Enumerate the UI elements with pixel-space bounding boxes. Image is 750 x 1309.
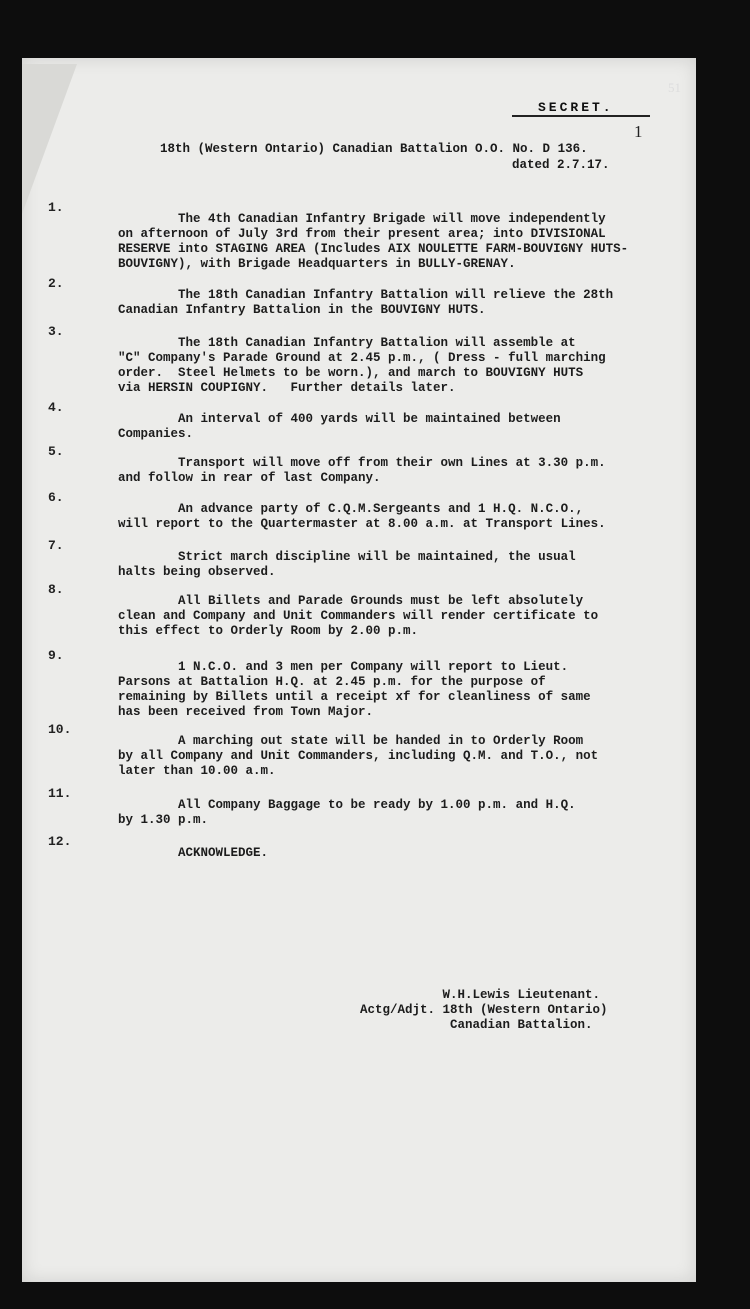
copy-mark: 1	[634, 122, 643, 141]
paragraph-number: 1.	[48, 200, 64, 215]
paragraph-number: 4.	[48, 400, 64, 415]
paragraph-text: 1 N.C.O. and 3 men per Company will report to Lieut. Parsons at Battalion H.Q. at 2.45 p.m. for the purpose of remaining by Billets until a receipt xf for cleanliness of same has been received from Town Major.	[118, 660, 591, 719]
paragraph-text: All Company Baggage to be ready by 1.00 p.m. and H.Q. by 1.30 p.m.	[118, 798, 576, 827]
paragraph-text: An advance party of C.Q.M.Sergeants and 1 H.Q. N.C.O., will report to the Quartermaster at 8.00 a.m. at Transport Lines.	[118, 502, 606, 531]
signature-line-3: Canadian Battalion.	[360, 1018, 593, 1032]
paragraph-number: 12.	[48, 834, 72, 849]
paragraph-number: 2.	[48, 276, 64, 291]
paragraph-number: 5.	[48, 444, 64, 459]
classification-marking: SECRET.	[538, 100, 614, 115]
folio-number: 51	[668, 80, 681, 95]
paragraph-text: ACKNOWLEDGE.	[118, 846, 269, 860]
paragraph-number: 3.	[48, 324, 64, 339]
paragraph-number: 9.	[48, 648, 64, 663]
folded-corner	[22, 64, 77, 214]
paragraph-number: 11.	[48, 786, 72, 801]
paragraph-text: The 4th Canadian Infantry Brigade will move independently on afternoon of July 3rd from their present area; into DIVISIONAL RESERVE into STAGING AREA (Includes AIX NOULETTE FARM-BOUVIGNY HUTS- BOUVIGNY), with Brigade Headquarters in BULLY-GRENAY.	[118, 212, 629, 271]
document-date: dated 2.7.17.	[512, 158, 610, 172]
document-title: 18th (Western Ontario) Canadian Battalion O.O. No. D 136.	[160, 142, 588, 156]
paragraph-number: 10.	[48, 722, 72, 737]
paragraph-text: The 18th Canadian Infantry Battalion will assemble at "C" Company's Parade Ground at 2.45 p.m., ( Dress - full marching order. Steel Helmets to be worn.), and march to BOUVIGNY HUTS via HERSIN COUPIGNY. Further details later.	[118, 336, 606, 395]
paragraph-text: Strict march discipline will be maintained, the usual halts being observed.	[118, 550, 576, 579]
paragraph-number: 6.	[48, 490, 64, 505]
paragraph-number: 8.	[48, 582, 64, 597]
paragraph-number: 7.	[48, 538, 64, 553]
paragraph-text: The 18th Canadian Infantry Battalion will relieve the 28th Canadian Infantry Battalion in the BOUVIGNY HUTS.	[118, 288, 614, 317]
paragraph-text: All Billets and Parade Grounds must be left absolutely clean and Company and Unit Commanders will render certificate to this effect to Orderly Room by 2.00 p.m.	[118, 594, 599, 638]
classification-underline	[512, 115, 650, 117]
paragraph-text: Transport will move off from their own Lines at 3.30 p.m. and follow in rear of last Company.	[118, 456, 606, 485]
paragraph-text: A marching out state will be handed in to Orderly Room by all Company and Unit Commanders, including Q.M. and T.O., not later than 10.00 a.m.	[118, 734, 599, 778]
paragraph-text: An interval of 400 yards will be maintained between Companies.	[118, 412, 561, 441]
signature-line-2: Actg/Adjt. 18th (Western Ontario)	[360, 1003, 608, 1017]
signature-line-1: W.H.Lewis Lieutenant.	[360, 988, 601, 1002]
